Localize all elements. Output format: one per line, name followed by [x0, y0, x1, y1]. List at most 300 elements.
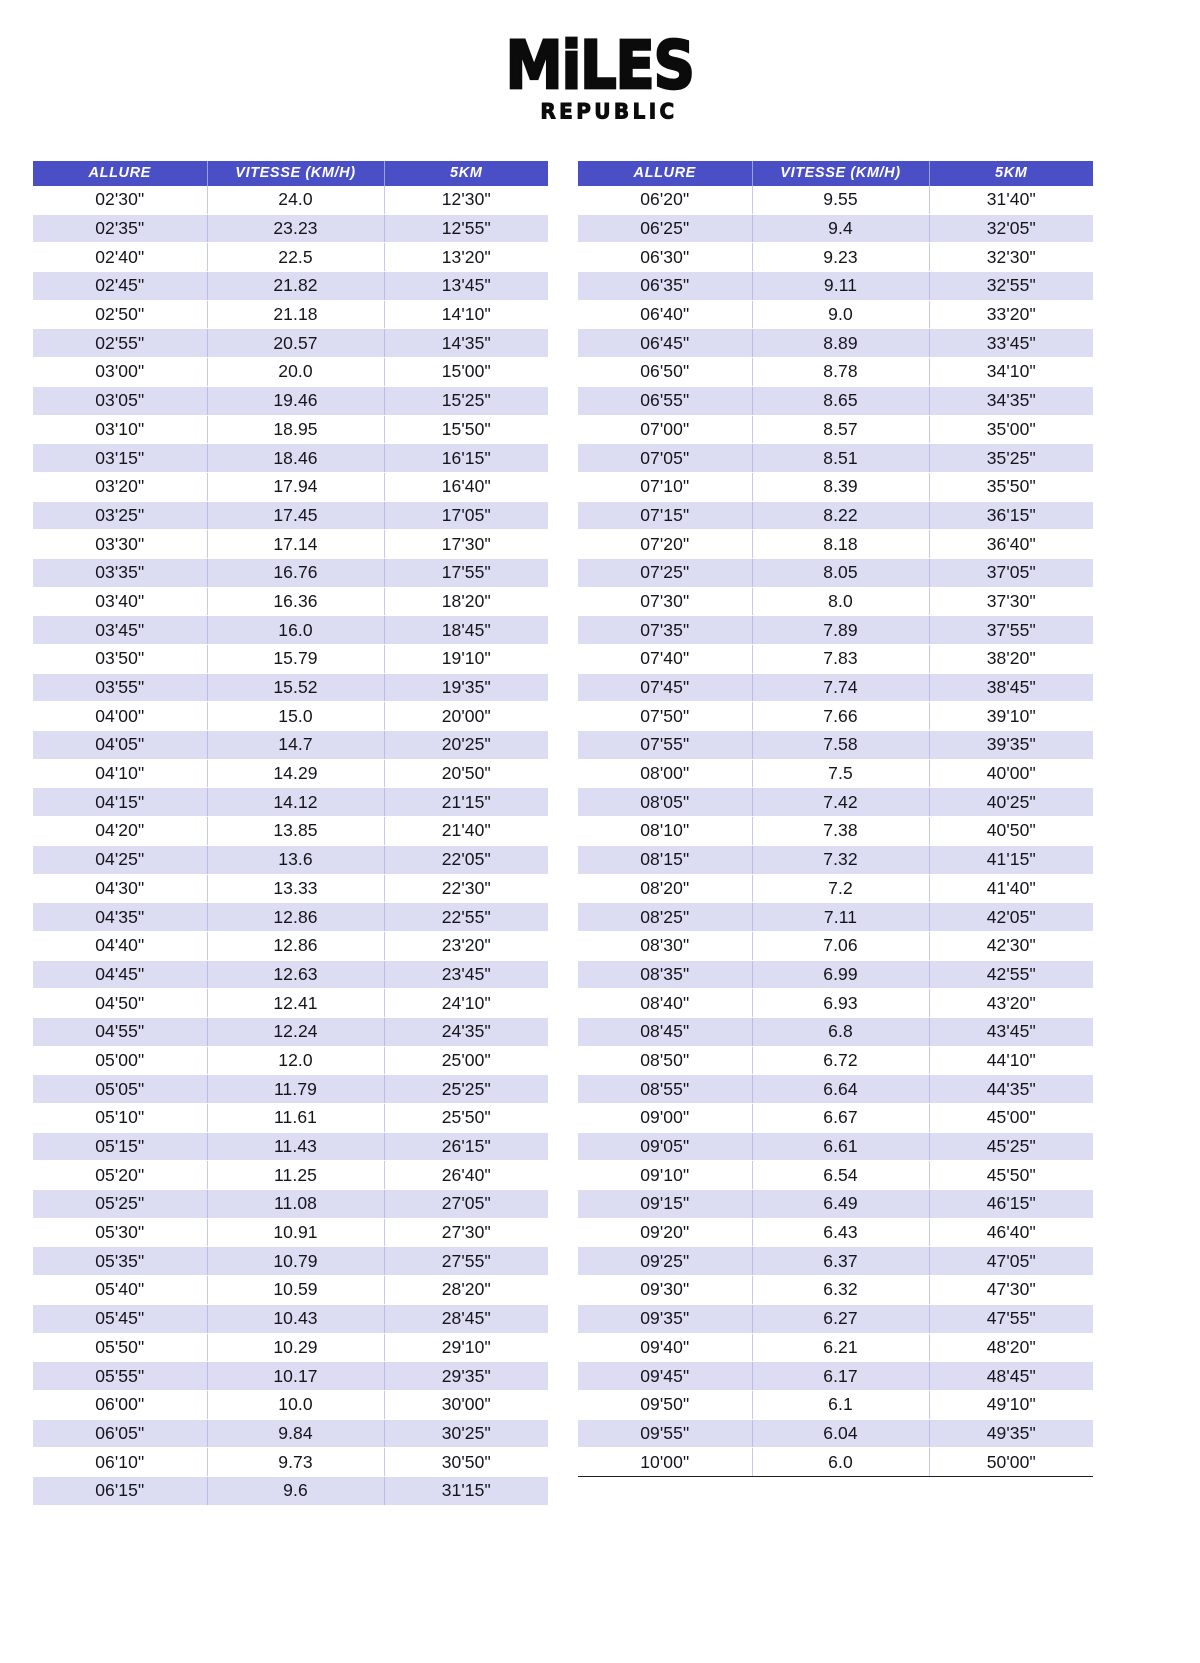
cell-5km: 12'55": [384, 214, 548, 243]
cell-vitesse: 7.32: [752, 845, 929, 874]
table-row: [33, 1304, 548, 1333]
table-row: [33, 358, 548, 387]
cell-vitesse: 6.21: [752, 1333, 929, 1362]
cell-vitesse: 8.05: [752, 558, 929, 587]
cell-5km: 41'40": [929, 874, 1093, 903]
cell-allure: 05'40": [33, 1276, 207, 1305]
column-header-vitesse: VITESSE (KM/H): [207, 161, 384, 186]
cell-allure: 06'45": [578, 329, 752, 358]
cell-allure: 08'10": [578, 817, 752, 846]
cell-5km: 46'40": [929, 1218, 1093, 1247]
cell-vitesse: 13.33: [207, 874, 384, 903]
cell-5km: 25'50": [384, 1104, 548, 1133]
cell-vitesse: 23.23: [207, 214, 384, 243]
cell-5km: 49'35": [929, 1419, 1093, 1448]
cell-allure: 05'10": [33, 1104, 207, 1133]
cell-allure: 07'10": [578, 472, 752, 501]
table-row: [33, 558, 548, 587]
cell-allure: 06'10": [33, 1448, 207, 1477]
cell-5km: 14'35": [384, 329, 548, 358]
cell-allure: 03'30": [33, 530, 207, 559]
cell-5km: 18'20": [384, 587, 548, 616]
cell-allure: 09'20": [578, 1218, 752, 1247]
cell-5km: 42'55": [929, 960, 1093, 989]
cell-5km: 37'05": [929, 558, 1093, 587]
cell-vitesse: 18.95: [207, 415, 384, 444]
cell-vitesse: 8.89: [752, 329, 929, 358]
cell-vitesse: 6.61: [752, 1132, 929, 1161]
cell-vitesse: 6.72: [752, 1046, 929, 1075]
table-row: [578, 243, 1093, 272]
cell-allure: 05'30": [33, 1218, 207, 1247]
cell-5km: 14'10": [384, 300, 548, 329]
cell-5km: 35'50": [929, 472, 1093, 501]
table-row: [578, 530, 1093, 559]
cell-vitesse: 12.86: [207, 931, 384, 960]
cell-5km: 49'10": [929, 1390, 1093, 1419]
table-row: [578, 1419, 1093, 1448]
cell-allure: 03'35": [33, 558, 207, 587]
table-row: [33, 1276, 548, 1305]
pace-table-left: [33, 161, 548, 1506]
cell-allure: 07'55": [578, 731, 752, 760]
cell-vitesse: 17.94: [207, 472, 384, 501]
cell-vitesse: 6.0: [752, 1448, 929, 1477]
cell-5km: 30'25": [384, 1419, 548, 1448]
cell-5km: 22'30": [384, 874, 548, 903]
table-row: [33, 989, 548, 1018]
cell-5km: 26'40": [384, 1161, 548, 1190]
cell-allure: 05'20": [33, 1161, 207, 1190]
cell-vitesse: 8.57: [752, 415, 929, 444]
cell-allure: 09'40": [578, 1333, 752, 1362]
cell-allure: 02'55": [33, 329, 207, 358]
cell-vitesse: 6.37: [752, 1247, 929, 1276]
cell-vitesse: 6.1: [752, 1390, 929, 1419]
cell-allure: 06'55": [578, 386, 752, 415]
column-header-5km: 5KM: [929, 161, 1093, 186]
table-row: [578, 558, 1093, 587]
cell-vitesse: 11.61: [207, 1104, 384, 1133]
logo-wordmark-primary: MiLES: [505, 27, 695, 104]
cell-5km: 29'35": [384, 1362, 548, 1391]
cell-allure: 08'05": [578, 788, 752, 817]
table-row: [33, 673, 548, 702]
table-row: [33, 931, 548, 960]
cell-allure: 03'50": [33, 645, 207, 674]
cell-allure: 05'55": [33, 1362, 207, 1391]
cell-5km: 18'45": [384, 616, 548, 645]
cell-5km: 12'30": [384, 186, 548, 215]
cell-allure: 04'25": [33, 845, 207, 874]
cell-5km: 36'40": [929, 530, 1093, 559]
table-header-row: [33, 161, 548, 186]
table-row: [578, 788, 1093, 817]
table-row: [578, 1017, 1093, 1046]
cell-allure: 08'00": [578, 759, 752, 788]
table-row: [578, 186, 1093, 215]
cell-allure: 06'40": [578, 300, 752, 329]
table-row: [33, 817, 548, 846]
cell-allure: 02'35": [33, 214, 207, 243]
cell-vitesse: 10.29: [207, 1333, 384, 1362]
cell-5km: 40'25": [929, 788, 1093, 817]
cell-allure: 04'55": [33, 1017, 207, 1046]
table-row: [33, 214, 548, 243]
cell-allure: 04'20": [33, 817, 207, 846]
cell-vitesse: 9.4: [752, 214, 929, 243]
cell-allure: 04'15": [33, 788, 207, 817]
cell-5km: 47'30": [929, 1276, 1093, 1305]
cell-vitesse: 12.24: [207, 1017, 384, 1046]
cell-vitesse: 8.65: [752, 386, 929, 415]
cell-vitesse: 21.18: [207, 300, 384, 329]
cell-allure: 09'25": [578, 1247, 752, 1276]
table-row: [33, 444, 548, 473]
cell-allure: 05'05": [33, 1075, 207, 1104]
cell-5km: 35'00": [929, 415, 1093, 444]
cell-5km: 30'50": [384, 1448, 548, 1477]
cell-5km: 25'00": [384, 1046, 548, 1075]
cell-5km: 30'00": [384, 1390, 548, 1419]
cell-vitesse: 6.43: [752, 1218, 929, 1247]
table-row: [33, 1419, 548, 1448]
cell-allure: 09'30": [578, 1276, 752, 1305]
cell-vitesse: 17.45: [207, 501, 384, 530]
pace-table-right-head: [578, 161, 1093, 186]
cell-vitesse: 12.63: [207, 960, 384, 989]
table-row: [578, 444, 1093, 473]
cell-allure: 07'30": [578, 587, 752, 616]
cell-5km: 17'55": [384, 558, 548, 587]
cell-5km: 13'20": [384, 243, 548, 272]
cell-5km: 32'30": [929, 243, 1093, 272]
cell-vitesse: 6.49: [752, 1190, 929, 1219]
cell-vitesse: 6.64: [752, 1075, 929, 1104]
table-row: [578, 415, 1093, 444]
cell-vitesse: 8.22: [752, 501, 929, 530]
cell-allure: 06'35": [578, 272, 752, 301]
cell-5km: 19'10": [384, 645, 548, 674]
cell-allure: 04'45": [33, 960, 207, 989]
cell-5km: 21'40": [384, 817, 548, 846]
cell-allure: 02'40": [33, 243, 207, 272]
table-row: [578, 989, 1093, 1018]
cell-vitesse: 11.08: [207, 1190, 384, 1219]
cell-5km: 28'20": [384, 1276, 548, 1305]
table-row: [33, 472, 548, 501]
cell-vitesse: 11.43: [207, 1132, 384, 1161]
cell-allure: 04'05": [33, 731, 207, 760]
table-row: [578, 1046, 1093, 1075]
pace-table-left-head: [33, 161, 548, 186]
cell-vitesse: 9.84: [207, 1419, 384, 1448]
cell-allure: 08'45": [578, 1017, 752, 1046]
cell-vitesse: 17.14: [207, 530, 384, 559]
table-row: [578, 1132, 1093, 1161]
cell-5km: 44'35": [929, 1075, 1093, 1104]
cell-allure: 05'45": [33, 1304, 207, 1333]
cell-vitesse: 6.67: [752, 1104, 929, 1133]
cell-5km: 45'50": [929, 1161, 1093, 1190]
cell-vitesse: 20.0: [207, 358, 384, 387]
cell-5km: 16'40": [384, 472, 548, 501]
cell-allure: 08'35": [578, 960, 752, 989]
cell-allure: 04'00": [33, 702, 207, 731]
cell-allure: 06'15": [33, 1476, 207, 1505]
cell-allure: 06'30": [578, 243, 752, 272]
pace-table-left-body: [33, 186, 548, 1506]
pace-table-right: [578, 161, 1093, 1477]
table-row: [578, 1075, 1093, 1104]
cell-5km: 47'05": [929, 1247, 1093, 1276]
cell-5km: 38'20": [929, 645, 1093, 674]
table-row: [33, 243, 548, 272]
table-row: [578, 960, 1093, 989]
cell-allure: 05'50": [33, 1333, 207, 1362]
cell-5km: 31'40": [929, 186, 1093, 215]
table-row: [578, 272, 1093, 301]
table-row: [578, 1276, 1093, 1305]
cell-5km: 27'05": [384, 1190, 548, 1219]
cell-vitesse: 11.25: [207, 1161, 384, 1190]
cell-allure: 03'15": [33, 444, 207, 473]
cell-5km: 22'05": [384, 845, 548, 874]
table-row: [578, 673, 1093, 702]
cell-vitesse: 10.43: [207, 1304, 384, 1333]
table-row: [33, 731, 548, 760]
cell-5km: 32'05": [929, 214, 1093, 243]
cell-vitesse: 8.18: [752, 530, 929, 559]
cell-vitesse: 7.58: [752, 731, 929, 760]
cell-vitesse: 15.79: [207, 645, 384, 674]
cell-vitesse: 6.93: [752, 989, 929, 1018]
cell-vitesse: 7.11: [752, 903, 929, 932]
cell-vitesse: 7.2: [752, 874, 929, 903]
cell-5km: 16'15": [384, 444, 548, 473]
cell-5km: 48'45": [929, 1362, 1093, 1391]
cell-vitesse: 16.0: [207, 616, 384, 645]
table-row: [578, 472, 1093, 501]
table-row: [33, 1132, 548, 1161]
cell-5km: 40'00": [929, 759, 1093, 788]
cell-vitesse: 10.91: [207, 1218, 384, 1247]
cell-vitesse: 12.86: [207, 903, 384, 932]
cell-vitesse: 22.5: [207, 243, 384, 272]
cell-vitesse: 9.55: [752, 186, 929, 215]
cell-allure: 05'15": [33, 1132, 207, 1161]
cell-vitesse: 10.0: [207, 1390, 384, 1419]
cell-vitesse: 13.85: [207, 817, 384, 846]
cell-5km: 48'20": [929, 1333, 1093, 1362]
cell-vitesse: 16.36: [207, 587, 384, 616]
cell-allure: 06'05": [33, 1419, 207, 1448]
cell-allure: 08'30": [578, 931, 752, 960]
cell-5km: 20'50": [384, 759, 548, 788]
cell-vitesse: 6.27: [752, 1304, 929, 1333]
cell-vitesse: 6.32: [752, 1276, 929, 1305]
table-row: [33, 903, 548, 932]
cell-allure: 07'35": [578, 616, 752, 645]
cell-allure: 08'55": [578, 1075, 752, 1104]
cell-vitesse: 15.0: [207, 702, 384, 731]
cell-5km: 38'45": [929, 673, 1093, 702]
table-row: [33, 386, 548, 415]
table-row: [578, 1218, 1093, 1247]
cell-allure: 07'05": [578, 444, 752, 473]
cell-vitesse: 6.17: [752, 1362, 929, 1391]
cell-allure: 06'50": [578, 358, 752, 387]
column-header-vitesse: VITESSE (KM/H): [752, 161, 929, 186]
cell-vitesse: 7.38: [752, 817, 929, 846]
table-row: [33, 1362, 548, 1391]
table-row: [33, 645, 548, 674]
brand-logo: [0, 0, 1200, 124]
cell-vitesse: 7.42: [752, 788, 929, 817]
cell-5km: 36'15": [929, 501, 1093, 530]
column-header-allure: ALLURE: [578, 161, 752, 186]
table-row: [33, 1448, 548, 1477]
column-header-allure: ALLURE: [33, 161, 207, 186]
cell-5km: 35'25": [929, 444, 1093, 473]
cell-vitesse: 8.78: [752, 358, 929, 387]
cell-allure: 09'50": [578, 1390, 752, 1419]
cell-5km: 29'10": [384, 1333, 548, 1362]
table-row: [578, 1104, 1093, 1133]
cell-5km: 24'10": [384, 989, 548, 1018]
table-row: [33, 1247, 548, 1276]
table-row: [33, 1017, 548, 1046]
cell-5km: 15'25": [384, 386, 548, 415]
cell-allure: 03'10": [33, 415, 207, 444]
table-row: [578, 931, 1093, 960]
table-row: [578, 1390, 1093, 1419]
cell-5km: 31'15": [384, 1476, 548, 1505]
cell-vitesse: 6.8: [752, 1017, 929, 1046]
cell-allure: 03'40": [33, 587, 207, 616]
cell-5km: 26'15": [384, 1132, 548, 1161]
cell-allure: 07'45": [578, 673, 752, 702]
table-row: [33, 616, 548, 645]
cell-5km: 43'45": [929, 1017, 1093, 1046]
cell-5km: 23'20": [384, 931, 548, 960]
cell-vitesse: 7.89: [752, 616, 929, 645]
cell-5km: 21'15": [384, 788, 548, 817]
cell-allure: 04'50": [33, 989, 207, 1018]
cell-5km: 39'35": [929, 731, 1093, 760]
cell-allure: 09'10": [578, 1161, 752, 1190]
table-row: [33, 501, 548, 530]
cell-vitesse: 6.04: [752, 1419, 929, 1448]
pace-table-right-body: [578, 186, 1093, 1477]
cell-5km: 17'05": [384, 501, 548, 530]
pace-table-right-block: [578, 161, 1093, 1477]
cell-vitesse: 7.74: [752, 673, 929, 702]
cell-vitesse: 21.82: [207, 272, 384, 301]
table-row: [578, 731, 1093, 760]
table-row: [578, 759, 1093, 788]
table-row: [578, 329, 1093, 358]
table-row: [33, 415, 548, 444]
table-row: [33, 874, 548, 903]
table-row: [33, 300, 548, 329]
cell-vitesse: 18.46: [207, 444, 384, 473]
cell-vitesse: 12.0: [207, 1046, 384, 1075]
table-row: [578, 214, 1093, 243]
cell-5km: 33'45": [929, 329, 1093, 358]
cell-allure: 07'20": [578, 530, 752, 559]
table-row: [33, 759, 548, 788]
cell-vitesse: 16.76: [207, 558, 384, 587]
cell-allure: 07'25": [578, 558, 752, 587]
cell-allure: 07'50": [578, 702, 752, 731]
cell-allure: 06'25": [578, 214, 752, 243]
table-row: [578, 1448, 1093, 1477]
table-row: [33, 960, 548, 989]
table-row: [33, 1104, 548, 1133]
cell-vitesse: 7.66: [752, 702, 929, 731]
cell-allure: 04'30": [33, 874, 207, 903]
table-row: [578, 616, 1093, 645]
pace-table-left-block: [33, 161, 548, 1506]
cell-allure: 02'45": [33, 272, 207, 301]
cell-vitesse: 14.29: [207, 759, 384, 788]
table-row: [578, 1304, 1093, 1333]
table-row: [578, 874, 1093, 903]
cell-vitesse: 14.12: [207, 788, 384, 817]
table-row: [33, 329, 548, 358]
cell-allure: 07'40": [578, 645, 752, 674]
cell-5km: 39'10": [929, 702, 1093, 731]
cell-allure: 04'35": [33, 903, 207, 932]
cell-vitesse: 8.39: [752, 472, 929, 501]
cell-5km: 22'55": [384, 903, 548, 932]
table-row: [33, 186, 548, 215]
table-row: [578, 845, 1093, 874]
table-row: [33, 788, 548, 817]
cell-vitesse: 10.79: [207, 1247, 384, 1276]
cell-allure: 06'00": [33, 1390, 207, 1419]
cell-5km: 28'45": [384, 1304, 548, 1333]
cell-allure: 04'10": [33, 759, 207, 788]
cell-allure: 08'15": [578, 845, 752, 874]
cell-5km: 33'20": [929, 300, 1093, 329]
cell-vitesse: 12.41: [207, 989, 384, 1018]
cell-allure: 09'55": [578, 1419, 752, 1448]
cell-vitesse: 7.5: [752, 759, 929, 788]
cell-allure: 05'00": [33, 1046, 207, 1075]
cell-5km: 32'55": [929, 272, 1093, 301]
cell-5km: 19'35": [384, 673, 548, 702]
cell-allure: 03'20": [33, 472, 207, 501]
table-header-row: [578, 161, 1093, 186]
cell-5km: 50'00": [929, 1448, 1093, 1477]
table-row: [578, 501, 1093, 530]
cell-vitesse: 8.0: [752, 587, 929, 616]
cell-allure: 06'20": [578, 186, 752, 215]
cell-allure: 03'25": [33, 501, 207, 530]
table-row: [33, 1075, 548, 1104]
cell-vitesse: 9.23: [752, 243, 929, 272]
cell-allure: 03'55": [33, 673, 207, 702]
cell-5km: 44'10": [929, 1046, 1093, 1075]
cell-5km: 34'35": [929, 386, 1093, 415]
table-row: [578, 300, 1093, 329]
cell-allure: 10'00": [578, 1448, 752, 1477]
cell-5km: 47'55": [929, 1304, 1093, 1333]
cell-5km: 15'50": [384, 415, 548, 444]
cell-5km: 25'25": [384, 1075, 548, 1104]
